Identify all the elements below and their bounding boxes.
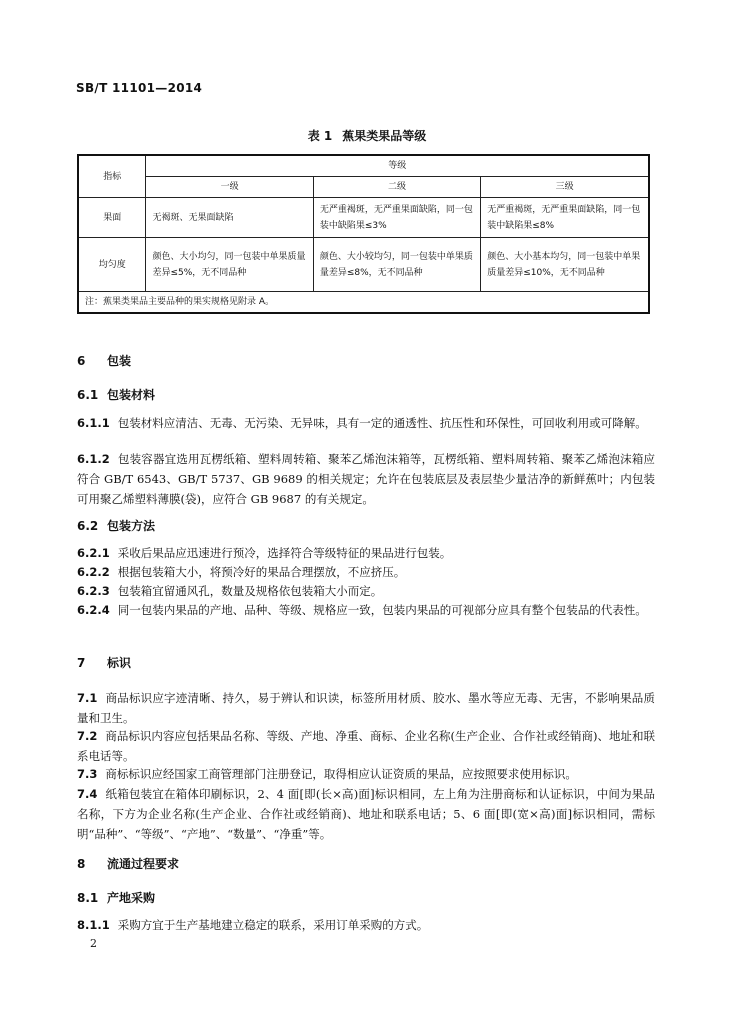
clause-number: 7.1 [77,691,98,705]
header-grade-1: 一级 [146,177,313,198]
section-heading-8 [77,855,179,872]
table-caption [0,127,734,144]
clause-number: 7.3 [77,767,98,781]
clause-number: 7.2 [77,729,98,743]
table-number: 表 1 [307,129,333,143]
table-header-row [78,155,649,177]
section-title: 流通过程要求 [107,857,180,871]
clause-text: 商标标识应经国家工商管理部门注册登记，取得相应认证资质的果品，应按照要求使用标识。 [105,767,577,781]
header-grade-3: 三级 [481,177,649,198]
table-cell: 颜色、大小基本均匀，同一包装中单果质量差异≤10%，无不同品种 [481,238,649,292]
table-subheader-row [78,177,649,198]
clause-text: 根据包装箱大小，将预冷好的果品合理摆放，不应挤压。 [117,565,406,579]
subsection-title: 产地采购 [107,891,156,905]
grade-table [77,154,650,314]
section-title: 包装 [107,354,132,368]
table-note: 注：蕉果类果品主要品种的果实规格见附录 A。 [78,292,649,314]
subsection-number: 6.1 [77,388,99,402]
clause-7-3 [77,764,655,784]
clause-number: 6.1.1 [77,416,110,430]
subsection-number: 8.1 [77,891,99,905]
table-cell: 颜色、大小较均匀，同一包装中单果质量差异≤8%，无不同品种 [313,238,480,292]
clause-number: 6.1.2 [77,452,110,466]
standard-code: SB/T 11101—2014 [76,81,203,95]
subsection-heading-6-1 [77,386,155,403]
table-cell: 颜色、大小均匀，同一包装中单果质量差异≤5%，无不同品种 [146,238,313,292]
clause-text: 采收后果品应迅速进行预冷，选择符合等级特征的果品进行包装。 [117,546,452,560]
table-row [78,238,649,292]
clause-text: 同一包装内果品的产地、品种、等级、规格应一致，包装内果品的可视部分应具有整个包装品的代表性。 [117,603,647,617]
subsection-heading-8-1 [77,889,155,906]
row-name-surface: 果面 [78,198,146,238]
table-title: 蕉果类果品等级 [342,129,427,143]
section-number: 7 [77,656,86,670]
section-title: 标识 [107,656,132,670]
clause-number: 6.2.3 [77,584,110,598]
clause-text: 纸箱包装宜在箱体印刷标识，2、4 面[即(长×高)面]标识相同，左上角为注册商标和认证标识，中间为果品名称，下方为企业名称(生产企业、合作社或经销商)、地址和联系电话；5、6 面[即(宽×高)面]标识相同，需标明“品种”、“等级”、“产地”、“数量”、“净重”等。 [77,787,655,841]
header-grade: 等级 [146,155,649,177]
clause-6-2-4 [77,600,655,620]
clause-text: 包装容器宜选用瓦楞纸箱、塑料周转箱、聚苯乙烯泡沫箱等，瓦楞纸箱、塑料周转箱、聚苯乙烯泡沫箱应符合 GB/T 6543、GB/T 5737、GB 9689 的相关规定；允许在包装底层及表层垫少量洁净的新鲜蕉叶；内包装可用聚乙烯塑料薄膜(袋)，应符合 GB 9687 的有关规定。 [77,452,655,506]
page-number: 2 [90,937,97,950]
subsection-number: 6.2 [77,519,99,533]
clause-6-1-2 [77,449,655,509]
clause-number: 6.2.4 [77,603,110,617]
clause-number: 6.2.2 [77,565,110,579]
clause-text: 包装箱宜留通风孔，数量及规格依包装箱大小而定。 [117,584,383,598]
table-note-row [78,292,649,314]
clause-number: 7.4 [77,787,98,801]
clause-7-4 [77,784,655,844]
clause-number: 8.1.1 [77,918,110,932]
table-cell: 无褐斑、无果面缺陷 [146,198,313,238]
header-grade-2: 二级 [313,177,480,198]
subsection-title: 包装方法 [107,519,156,533]
header-indicator: 指标 [78,155,146,198]
clause-8-1-1 [77,915,655,935]
table-cell: 无严重褐斑，无严重果面缺陷，同一包装中缺陷果≤8% [481,198,649,238]
subsection-title: 包装材料 [107,388,156,402]
subsection-heading-6-2 [77,517,155,534]
section-number: 6 [77,354,86,368]
clause-6-1-1 [77,413,655,433]
clause-6-2-2 [77,562,655,582]
section-heading-7 [77,654,131,671]
clause-7-1 [77,688,655,728]
clause-text: 采购方宜于生产基地建立稳定的联系，采用订单采购的方式。 [117,918,429,932]
clause-7-2 [77,726,655,766]
clause-text: 商品标识内容应包括果品名称、等级、产地、净重、商标、企业名称(生产企业、合作社或经销商)、地址和联系电话等。 [77,729,655,763]
table-cell: 无严重褐斑，无严重果面缺陷，同一包装中缺陷果≤3% [313,198,480,238]
row-name-uniformity: 均匀度 [78,238,146,292]
section-number: 8 [77,857,86,871]
clause-text: 商品标识应字迹清晰、持久，易于辨认和识读，标签所用材质、胶水、墨水等应无毒、无害，不影响果品质量和卫生。 [77,691,655,725]
clause-6-2-1 [77,543,655,563]
clause-6-2-3 [77,581,655,601]
table-row [78,198,649,238]
clause-number: 6.2.1 [77,546,110,560]
clause-text: 包装材料应清洁、无毒、无污染、无异味，具有一定的通透性、抗压性和环保性，可回收利用或可降解。 [117,416,647,430]
section-heading-6 [77,352,131,369]
